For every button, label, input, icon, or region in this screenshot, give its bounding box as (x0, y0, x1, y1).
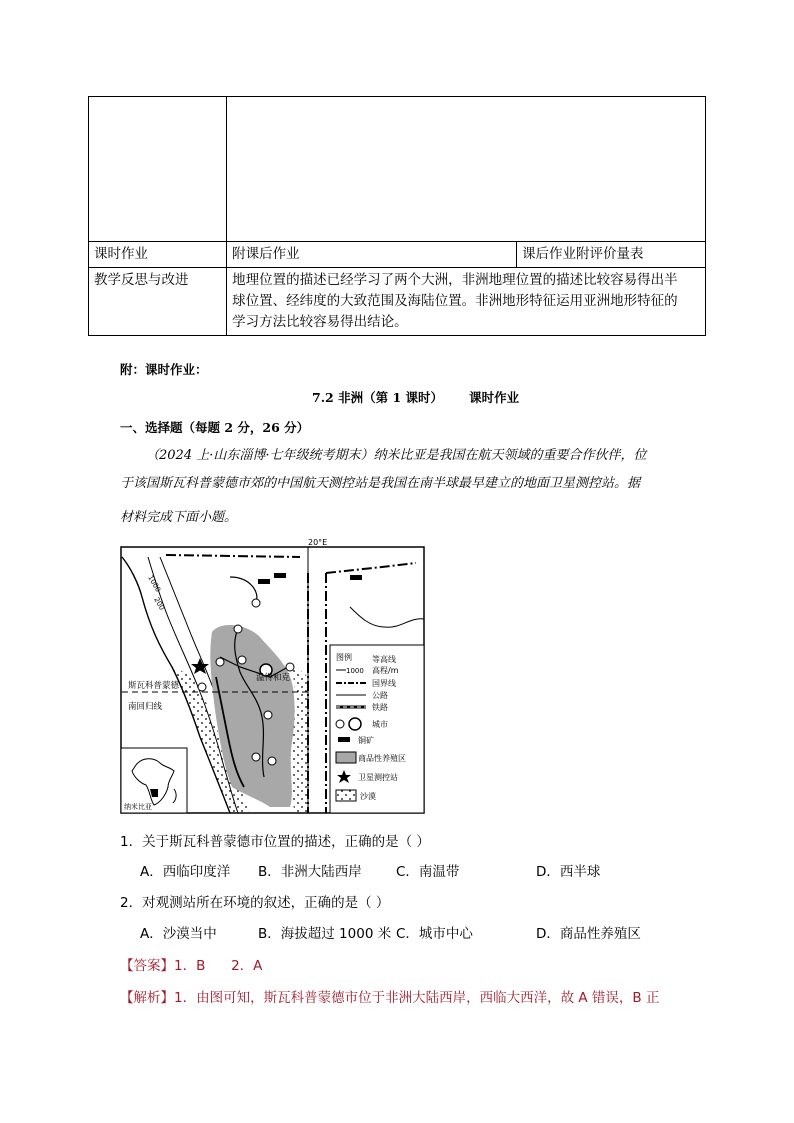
legend-rail: 铁路 (372, 703, 388, 712)
legend-farming-icon (336, 752, 356, 763)
city-label-swakopmund: 斯瓦科普蒙德 (128, 681, 180, 691)
legend-contour-sample: 1000 (346, 667, 364, 675)
contour-label-1000: 1000 (146, 574, 163, 594)
intro-line-1: （2024 上·山东淄博·七年级统考期末）纳米比亚是我国在航天领域的重要合作伙伴，位 (146, 448, 647, 463)
question-1-option-c[interactable]: C．南温带 (396, 864, 460, 880)
legend-city: 城市 (372, 720, 388, 729)
longitude-label: 20°E (308, 538, 328, 547)
answer-tag: 【答案】 (120, 958, 174, 974)
legend-farming: 商品性养殖区 (358, 754, 406, 763)
question-2-stem: 2．对观测站所在环境的叙述，正确的是（ ） (120, 895, 390, 911)
reflection-label: 教学反思与改进 (89, 268, 227, 336)
legend-border: 国界线 (372, 679, 396, 688)
legend-title: 图例 (336, 653, 352, 662)
city-icon (234, 625, 242, 633)
legend-contour: 等高线 (372, 655, 396, 664)
city-icon (264, 711, 272, 719)
analysis-line (120, 986, 659, 1006)
copper-mine-icon (258, 579, 270, 584)
table-row-blank (89, 97, 706, 242)
question-1-option-d[interactable]: D．西半球 (536, 864, 601, 880)
legend-city-small-icon (336, 720, 344, 728)
question-2-option-a[interactable]: A．沙漠当中 (140, 926, 217, 942)
question-2-option-b[interactable]: B．海拔超过 1000 米 (258, 926, 392, 942)
homework-title: 7.2 非洲（第 1 课时） 课时作业 (312, 390, 520, 405)
legend-desert-icon (336, 790, 356, 801)
table-row-homework (89, 242, 706, 268)
question-1-stem: 1．关于斯瓦科普蒙德市位置的描述，正确的是（ ） (120, 834, 430, 850)
table-cell-blank-content (227, 97, 706, 242)
analysis-tag: 【解析】 (120, 990, 174, 1006)
city-icon (216, 658, 224, 666)
question-1-option-a[interactable]: A．西临印度洋 (140, 864, 231, 880)
section-heading-choice: 一、选择题（每题 2 分，26 分） (120, 420, 310, 435)
city-icon (198, 683, 206, 691)
legend-station: 卫星测控站 (358, 773, 398, 782)
intro-line-2: 于该国斯瓦科普蒙德市郊的中国航天测控站是我国在南半球最早建立的地面卫星测控站。据 (120, 476, 641, 491)
copper-mine-icon (350, 575, 362, 580)
contour-label-200: 200 (152, 596, 166, 612)
reflection-line-1: 地理位置的描述已经学习了两个大洲，非洲地理位置的描述比较容易得出半 (232, 272, 678, 288)
copper-mine-icon (274, 573, 286, 578)
appendix-label: 附：课时作业： (120, 362, 208, 377)
question-2-option-d[interactable]: D．商品性养殖区 (536, 926, 641, 942)
table-row-reflection (89, 268, 706, 336)
lesson-plan-table (88, 96, 706, 336)
namibia-map (120, 537, 426, 815)
legend-city-large-icon (349, 718, 361, 730)
homework-col2: 附课后作业 (227, 242, 517, 268)
table-cell-blank-label (89, 97, 227, 242)
city-icon (252, 753, 260, 761)
question-1-option-b[interactable]: B．非洲大陆西岸 (258, 864, 362, 880)
city-icon (238, 656, 246, 664)
city-icon (252, 599, 260, 607)
answer-text: 1．B 2．A (174, 958, 263, 974)
legend-elevation: 高程/m (372, 666, 399, 675)
reflection-text (227, 268, 706, 336)
homework-label: 课时作业 (89, 242, 227, 268)
city-icon (286, 663, 294, 671)
inset-label: 纳米比亚 (124, 803, 152, 811)
city-icon (268, 757, 276, 765)
legend-desert: 沙漠 (360, 792, 376, 801)
reflection-line-2: 球位置、经纬度的大致范围及海陆位置。非洲地形特征运用亚洲地形特征的 (232, 293, 678, 309)
reflection-line-3: 学习方法比较容易得出结论。 (232, 314, 408, 330)
city-label-windhoek: 温得和克 (256, 673, 291, 683)
question-2-option-c[interactable]: C．城市中心 (396, 926, 473, 942)
legend-road: 公路 (372, 691, 388, 700)
answer-line (120, 954, 262, 974)
tropic-label: 南回归线 (128, 702, 163, 712)
legend-copper-icon (338, 737, 350, 742)
analysis-text: 1．由图可知，斯瓦科普蒙德市位于非洲大陆西岸，西临大西洋，故 A 错误，B 正 (174, 990, 660, 1006)
intro-line-3: 材料完成下面小题。 (120, 510, 238, 525)
legend-copper: 铜矿 (358, 736, 374, 745)
homework-col3: 课后作业附评价量表 (517, 242, 706, 268)
